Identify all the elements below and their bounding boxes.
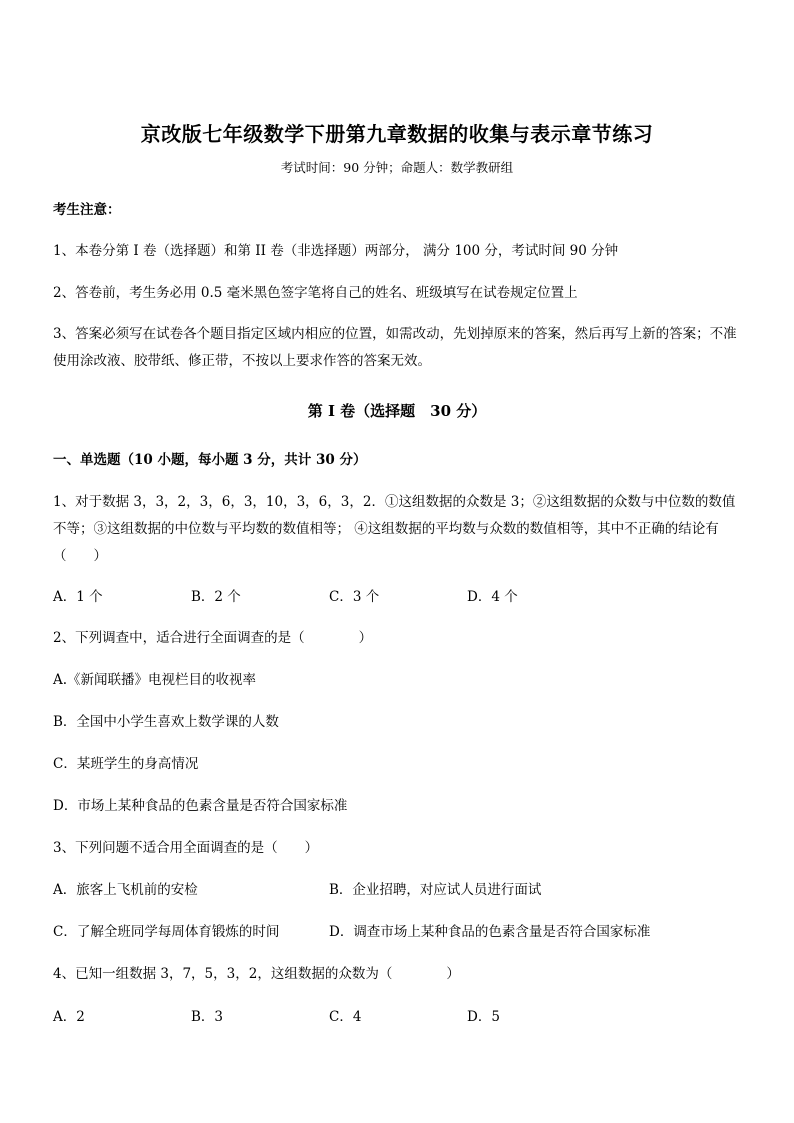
option-d: D．调查市场上某种食品的色素含量是否符合国家标准 — [329, 924, 651, 940]
notice-heading: 考生注意： — [53, 202, 121, 218]
option-a: A.《新闻联播》电视栏目的收视率 — [53, 672, 257, 688]
question-stem: 4、已知一组数据 3，7，5，3，2，这组数据的众数为（ ） — [53, 966, 460, 982]
notice-item: 2、答卷前，考生务必用 0.5 毫米黑色签字笔将自己的姓名、班级填写在试卷规定位置上 — [53, 285, 578, 301]
option-b: B．2 个 — [191, 589, 241, 605]
option-c: C．了解全班同学每周体育锻炼的时间 — [53, 924, 280, 940]
option-a: A．旅客上飞机前的安检 — [53, 882, 198, 898]
option-d: D．市场上某种食品的色素含量是否符合国家标准 — [53, 798, 348, 814]
option-d: D．4 个 — [467, 589, 518, 605]
part-title: 第 I 卷（选择题 30 分） — [307, 402, 487, 420]
question-stem: 3、下列问题不适合用全面调查的是（ ） — [53, 840, 319, 856]
question-stem: 1、对于数据 3，3，2，3，6，3，10，3，6，3，2．①这组数据的众数是 3；②这组数据的众数与中位数的数值不等；③这组数据的中位数与平均数的数值相等； ④这组数据的平均数与众数的数值相等，其中不正确的结论有（ ） — [53, 494, 736, 564]
option-b: B．企业招聘，对应试人员进行面试 — [329, 882, 542, 898]
option-a: A．1 个 — [53, 589, 103, 605]
option-c: C．3 个 — [329, 589, 380, 605]
option-c: C．某班学生的身高情况 — [53, 756, 199, 772]
notice-item: 1、本卷分第 I 卷（选择题）和第 II 卷（非选择题）两部分， 满分 100 分，考试时间 90 分钟 — [53, 243, 619, 259]
option-b: B．3 — [191, 1009, 224, 1025]
question-stem: 2、下列调查中，适合进行全面调查的是（ ） — [53, 630, 373, 646]
notice-item: 3、答案必须写在试卷各个题目指定区域内相应的位置，如需改动，先划掉原来的答案，然后再写上新的答案；不准使用涂改液、胶带纸、修正带，不按以上要求作答的答案无效。 — [53, 326, 737, 369]
option-a: A．2 — [53, 1009, 85, 1025]
option-b: B．全国中小学生喜欢上数学课的人数 — [53, 714, 279, 730]
exam-info: 考试时间：90 分钟；命题人：数学教研组 — [280, 160, 514, 175]
section-heading: 一、单选题（10 小题，每小题 3 分，共计 30 分） — [53, 452, 367, 468]
option-c: C．4 — [329, 1009, 362, 1025]
option-d: D．5 — [467, 1009, 500, 1025]
page-title: 京改版七年级数学下册第九章数据的收集与表示章节练习 — [140, 122, 654, 146]
